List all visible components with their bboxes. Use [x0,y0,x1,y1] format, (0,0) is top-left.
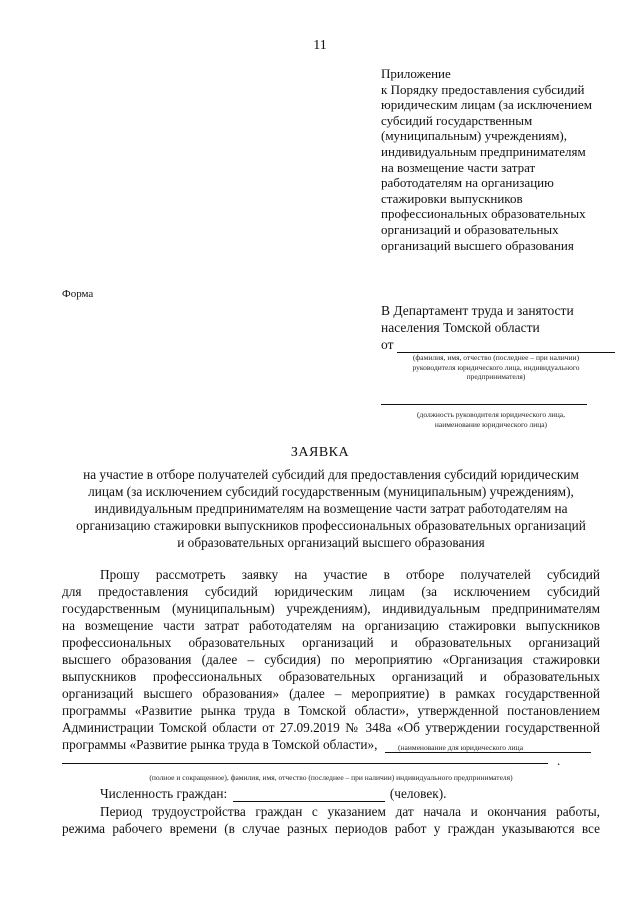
applicant-caption [386,353,606,382]
caption-line: наименование юридического лица) [434,419,548,429]
addressee-line: населения Томской области [381,320,540,335]
subtitle-line: на участие в отборе получателей субсидий для предоставления субсидий юридическим [83,467,579,482]
caption-line: предпринимателя) [466,372,526,381]
request-paragraph [62,566,600,753]
line-end-dot: . [557,753,561,768]
document-subtitle [62,466,600,551]
paragraph-line: организаций высшего образования» (далее – мероприятие) в рамках государственной [62,686,600,701]
appendix-line: (муниципальным) учреждениям), [381,128,568,144]
citizen-count-row [100,786,446,802]
organization-caption: (наименование для юридического лица [398,743,524,752]
paragraph-line: Прошу рассмотреть заявку на участие в отборе получателей субсидий [100,567,600,582]
paragraph-line: на возмещение части затрат работодателям на организацию стажировки выпускников [62,618,600,633]
from-row [381,336,611,353]
paragraph-line: государственным (муниципальным) учреждениям), индивидуальным предпринимателям [62,601,600,616]
appendix-line: организаций высшего образования [381,237,574,253]
paragraph-line: Администрации Томской области от 27.09.2019 № 348а «Об утверждении государственной [62,720,600,735]
caption-line: руководителя юридического лица, индивидуального [412,362,580,372]
paragraph-line: выпускников профессиональных образовательных организаций и образовательных [62,669,600,684]
addressee-block [381,302,611,353]
subtitle-line: лицам (за исключением субсидий государственным (муниципальным) учреждениям), [88,484,574,499]
citizen-count-field[interactable] [233,789,385,802]
position-field[interactable] [381,404,587,405]
paragraph-line: программы «Развитие рынка труда в Томской области», [62,737,378,752]
count-label: Численность граждан: [100,786,228,801]
paragraph-line: Период трудоустройства граждан с указанием дат начала и окончания работы, [100,804,600,819]
count-unit: (человек). [389,786,447,801]
caption-line: (фамилия, имя, отчество (последнее – при наличии) [412,353,580,362]
applicant-name-field[interactable] [397,340,615,353]
position-caption [381,410,601,429]
paragraph-line: для предоставления субсидий юридическим лицам (за исключением субсидий [62,584,600,599]
caption-line: (должность руководителя юридического лица, [417,410,565,419]
appendix-header [381,66,611,253]
appendix-line: стажировки выпускников [381,190,523,206]
appendix-line: на возмещение части затрат [381,159,536,175]
page-number: 11 [313,38,327,53]
appendix-line: к Порядку предоставления субсидий [381,81,585,97]
appendix-line: Приложение [381,66,451,81]
appendix-line: организаций и образовательных [381,221,559,237]
appendix-line: индивидуальным предпринимателям [381,143,586,159]
form-label: Форма [62,288,94,300]
paragraph-line: профессиональных образовательных организаций и образовательных организаций [62,635,600,650]
appendix-line: юридическим лицам (за исключением [381,97,592,113]
appendix-line: профессиональных образовательных [381,206,586,222]
paragraph-line: высшего образования (далее – субсидия) по мероприятию «Организация стажировки [62,652,600,667]
appendix-line: работодателям на организацию [381,175,554,191]
subtitle-line: и образовательных организаций высшего образования [177,535,485,550]
appendix-line: субсидий государственным [381,112,533,128]
paragraph-line: режима рабочего времени (в случае разных периодов работ у граждан указываются все [62,821,600,836]
document-title: ЗАЯВКА [290,445,350,460]
addressee-line: В Департамент труда и занятости [381,303,574,318]
full-name-caption: (полное и сокращенное), фамилия, имя, отчество (последнее – при наличии) индивидуального предпринимателя) [149,773,513,782]
from-label: от [381,337,394,352]
full-name-field[interactable] [62,763,548,764]
employment-period-paragraph [62,803,600,837]
paragraph-line: программы «Развитие рынка труда в Томской области», утвержденной постановлением [62,703,600,718]
subtitle-line: организацию стажировки выпускников профессиональных образовательных организаций [76,518,586,533]
subtitle-line: индивидуальным предпринимателям на возмещение части затрат работодателям на [94,501,568,516]
